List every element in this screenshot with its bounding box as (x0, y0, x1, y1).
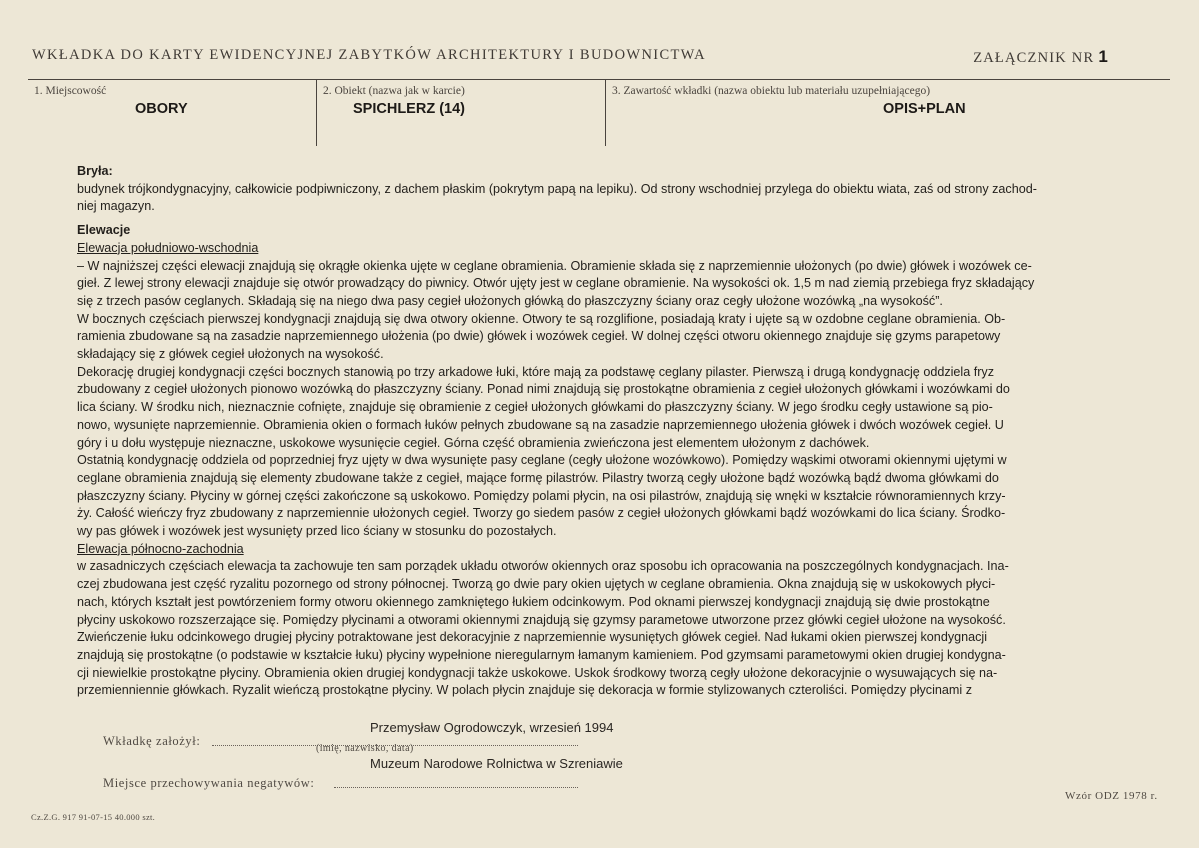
field-object (316, 80, 605, 146)
heading-elewacje: Elewacje (77, 223, 131, 238)
heading-bryla: Bryła: (77, 164, 113, 178)
header-fields (28, 79, 1170, 146)
text-line: znajdują się prostokątne (o podstawie w kształcie łuku) płyciny wypełnione nieregularnym łamanym kamieniem. Pod gzymsami parametowymi okien drugiej kondygna- (77, 647, 1006, 662)
author-caption: (imię, nazwisko, data) (316, 743, 414, 754)
text-line: czej zbudowana jest część ryzalitu pozornego od strony północnej. Tworzą go dwie pary okien ujętych w ceglane obramienia. Okna znajdują się w uskokowych płyci- (77, 577, 996, 592)
field-locality-value: OBORY (135, 101, 188, 117)
text-line: płaszczyzny ściany. Płyciny w górnej części zakończone są uskokowo. Pomiędzy polami płycin, na osi pilastrów, znajdują się wnęki w kształcie równoramiennych krzy- (77, 488, 1006, 503)
text-line: składający się z główek cegieł ułożonych na wysokość. (77, 347, 384, 362)
field-object-label: 2. Obiekt (nazwa jak w karcie) (323, 85, 465, 97)
field-contents-value: OPIS+PLAN (883, 101, 966, 117)
text-line: ceglane obramienia znajdują się elementy zbudowane także z cegieł, mające formę pilastrów. Pilastry tworzą cegły ułożone bądź wozówką bądź dwoma główkami do (77, 470, 999, 485)
text-line: ramienia zbudowane są na zasadzie naprzemiennego ułożenia (po dwie) główek i wozówek cegieł. W dolnej części otworu okiennego znajduje się gzyms parapetowy (77, 329, 1001, 344)
field-locality (28, 80, 316, 146)
text-line: budynek trójkondygnacyjny, całkowicie podpiwniczony, z dachem płaskim (pokrytym papą na lepiku). Od strony wschodniej przylega do obiektu wiata, zaś od strony zachod- (77, 181, 1037, 196)
description-body (77, 163, 1114, 700)
northwest-paragraph (77, 558, 1114, 700)
field-contents-label: 3. Zawartość wkładki (nazwa obiektu lub materiału uzupełniającego) (612, 85, 931, 97)
text-line: gieł. Z lewej strony elewacji znajduje się otwór prowadzący do piwnicy. Otwór ujęty jest w ceglane obramienie. Na wysokości ok. 1,5 m nad ziemią przebiega fryz składający (77, 276, 1035, 291)
field-object-value: SPICHLERZ (14) (353, 101, 465, 117)
bryla-paragraph (77, 181, 1114, 216)
subheading-northwest: Elewacja północno-zachodnia (77, 541, 244, 556)
text-line: w zasadniczych częściach elewacja ta zachowuje ten sam porządek układu otworów okiennych oraz sposobu ich opracowania na poszczególnych kondygnacjach. Ina- (77, 559, 1009, 574)
field-contents (605, 80, 1171, 146)
text-line: nach, których kształt jest powtórzeniem formy otworu okiennego zamkniętego łukiem odcinkowym. Pod oknami pierwszej kondygnacji znajdują się dwie prostokątne (77, 594, 990, 609)
text-line: lica ściany. W środku nich, nieznacznie cofnięte, znajduje się obramienie z cegieł ułożonych główkami do płaszczyzny ściany. W jego środku cegły ustawione są pio- (77, 400, 993, 415)
author-value: Przemysław Ogrodowczyk, wrzesień 1994 (370, 720, 614, 735)
text-line: góry i u dołu występuje nieznaczne, uskokowe wysunięcie cegieł. Górna część obramienia zwieńczona jest elementem ułożonym z dachówek. (77, 435, 870, 450)
text-line: Ostatnią kondygnację oddziela od poprzedniej fryz ujęty w dwa wysunięte pasy ceglane (cegły ułożone wozówkowo). Pomiędzy wąskimi otworami okiennymi ujętymi w (77, 453, 1007, 468)
field-locality-label: 1. Miejscowość (34, 85, 107, 97)
text-line: W bocznych częściach pierwszej kondygnacji znajdują się dwa otwory okienne. Otwory te są rozglifione, posiadają kraty i ujęte są w ozdobne ceglane obramienia. Ob- (77, 311, 1006, 326)
annex-number: 1 (1098, 47, 1109, 66)
text-line: Zwieńczenie łuku odcinkowego drugiej płyciny potraktowane jest dekoracyjnie z naprzemiennie wysuniętych główek cegieł. Nad łukami okien pierwszej kondygnacji (77, 630, 988, 645)
text-line: zbudowany z cegieł ułożonych pionowo wozówką do płaszczyzny ściany. Ponad nimi znajdują się prostokątne obramienia z cegieł ułożonych główkami i wozówkami do (77, 382, 1010, 397)
form-model: Wzór ODZ 1978 r. (1065, 790, 1158, 802)
location-value: Muzeum Narodowe Rolnictwa w Szreniawie (370, 756, 623, 771)
location-dotted-line (334, 787, 578, 788)
form-title: WKŁADKA DO KARTY EWIDENCYJNEJ ZABYTKÓW ARCHITEKTURY I BUDOWNICTWA (32, 47, 706, 63)
print-info: Cz.Z.G. 917 91-07-15 40.000 szt. (31, 812, 156, 822)
text-line: ży. Całość wieńczy fryz zbudowany z naprzemiennie ułożonych cegieł. Tworzy go siedem pasów z cegieł ułożonych główkami bądź wozówkami do lica ściany. Środko- (77, 506, 1006, 521)
text-line: Dekorację drugiej kondygnacji części bocznych stanowią po trzy arkadowe łuki, które mają za podstawę ceglany pilaster. Pierwszą i drugą kondygnację oddziela fryz (77, 364, 995, 379)
text-line: niej magazyn. (77, 199, 155, 214)
text-line: płyciny uskokowo rozszerzające się. Pomiędzy płycinami a otworami okiennymi znajdują się gzymsy parametowe utworzone przez główki cegieł ułożone na wysokość. (77, 612, 1006, 627)
text-line: nowo, wysunięte naprzemiennie. Obramienia okien o formach łuków pełnych zbudowane są na zasadzie naprzemiennego ułożenia główek i dwóch wozówek cegieł. U (77, 417, 1004, 432)
annex-label (973, 47, 1109, 67)
subheading-southeast: Elewacja południowo-wschodnia (77, 240, 259, 255)
text-line: – W najniższej części elewacji znajdują się okrągłe okienka ujęte w ceglane obramienia. Obramienie składa się z naprzemiennie ułożonych (po dwie) główek i wozówek ce- (77, 258, 1032, 273)
text-line: wy pas główek i wozówek jest wysunięty przed lico ściany w stosunku do pozostałych. (77, 524, 557, 539)
annex-label-text: ZAŁĄCZNIK NR (973, 50, 1095, 66)
southeast-paragraph (77, 258, 1114, 541)
text-line: się z trzech pasów ceglanych. Składają się na niego dwa pasy cegieł ułożonych główką do płaszczyzny ściany oraz cegły ułożone wozówką „na wysokość”. (77, 293, 943, 308)
text-line: cji niewielkie prostokątne płyciny. Obramienia okien drugiej kondygnacji także uskokowe. Uskok środkowy tworzą cegły ułożone dekoracyjnie o wysuwających się na- (77, 665, 998, 680)
author-label: Wkładkę założył: (103, 734, 201, 748)
location-label: Miejsce przechowywania negatywów: (103, 776, 315, 790)
text-line: przemienniennie główkach. Ryzalit wieńczą prostokątne płyciny. W polach płycin znajduje się dekoracja w formie stylizowanych czteroliści. Pomiędzy płycinami z (77, 683, 972, 698)
